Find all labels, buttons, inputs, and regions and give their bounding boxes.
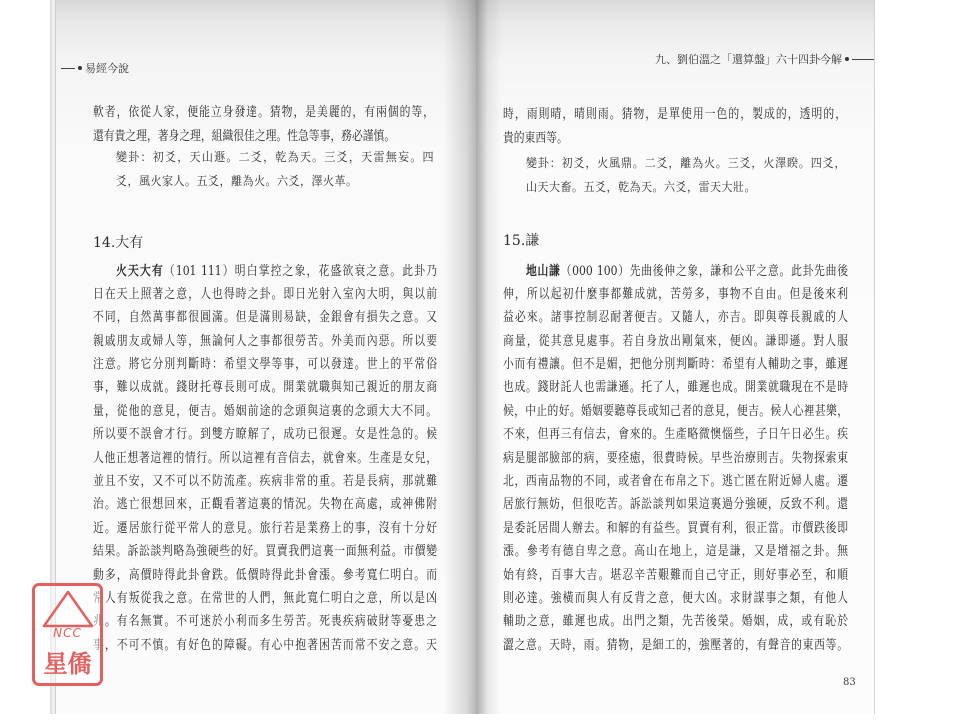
continuation-text [503, 103, 875, 151]
biangua-line: 爻，風火家人。五爻，離為火。六爻，澤火革。 [116, 174, 358, 188]
text-line: 事，難以成就。錢財托尊長則可成。開業就職與知己親近的朋友商 [93, 380, 437, 396]
section-heading: 14.大有 [93, 235, 144, 251]
watermark-name: 星僑 [43, 649, 92, 678]
section-first-line-wrap [116, 260, 477, 283]
text-line: 量，從他的意見，便吉。婚姻前途的念頭與這裏的念頭大大不同。 [93, 403, 437, 419]
watermark-logo [32, 583, 103, 686]
text-line: 始有終，百事大吉。堪忍辛苦艱難而自己守正，則好事必至，和順 [503, 567, 848, 583]
text-line: 益必來。諸事控制忍耐著便吉。又隨人，亦吉。即與尊長親戚的人 [503, 310, 848, 326]
continuation-text [93, 101, 477, 149]
text-line: 時，雨則晴，晴則雨。猜物，是單使用一色的，製成的，透明的， [503, 107, 846, 122]
section-heading: 15.謙 [503, 233, 540, 249]
text-line: 也成。錢財託人也需謙遜。托了人，雖遲也成。開業就職現在不是時 [503, 380, 848, 396]
text-line: 則必達。強橫而與人有反背之意，便大凶。求財謀事之類，有他人 [503, 590, 848, 606]
text-line: 所以要不誤會才行。到雙方瞭解了，成功已很遲。女是性急的。候 [93, 427, 437, 443]
text-line: 病是腿部臉部的病，要痊癒，很費時候。早些治療則吉。失物探索東 [503, 450, 848, 466]
text-line: 漲。參考有德自卑之意。高山在地上，這是謙，又是增福之卦。無 [503, 544, 848, 560]
text-line: 商量，從其意見處事。若自身放出剛氣來，便凶。謙即遜。對人服 [503, 333, 848, 349]
header-dot [845, 57, 849, 61]
text-line: 不來，但再三有信去，會來的。生產略微懊惱些，子日午日必生。疾 [503, 427, 848, 443]
biangua-line: 山天大畜。五爻，乾為天。六爻，雷天大壯。 [526, 180, 757, 194]
text-line: 動多，高價時得此卦會跌。低價時得此卦會漲。參考寬仁明白。而 [93, 567, 437, 583]
text-line: 近。遷居旅行從平常人的意見。旅行若是業務上的事，沒有十分好 [93, 520, 437, 536]
hexagram-name: 地山謙 [526, 263, 561, 279]
section-body [93, 283, 477, 657]
text-line: 是委託居間人辦去。和解的有益些。買賣有利，很正當。市價跌後即 [503, 520, 848, 536]
text-line [116, 260, 437, 283]
book-title: 易經今說 [85, 62, 129, 75]
header-rule [852, 59, 874, 60]
text-line: 日在天上照著之意，人也得時之卦。即日光射入室內大明，與以前 [93, 286, 437, 302]
text-line: 還有貴之理，著身之理，組織很佳之理。性急等事，務必謹慎。 [93, 129, 396, 144]
text-line: 北，西南品物的不同，或者會在布帛之下。逃亡匿在附近婦人處。遷 [503, 474, 848, 490]
header-rule [61, 68, 75, 69]
text-line: 事，不可不慎。有好色的障礙。有心中抱著困苦而常不安之意。天 [93, 637, 437, 653]
text-line: 並且不安，又不可以不防流產。疾病非常的重。若是長病，那就難 [93, 474, 437, 490]
biangua-block [116, 145, 462, 193]
first-line-text: （101 111）明白掌控之象，花盛欲衰之意。此卦乃 [163, 263, 437, 279]
text-line: 親戚朋友或婦人等，無論何人之事都很勞苦。外美而內惡。所以要 [93, 333, 437, 349]
text-line: 結果。訴訟談判略為強硬些的好。買賣我們這裏一面無利益。市價變 [93, 544, 437, 560]
biangua-block [526, 151, 874, 199]
text-line: 常人有叛從我之意。在常世的人們，無此寬仁明白之意，所以是凶 [93, 590, 437, 606]
text-line: 治。逃亡很想回來，正觀看著這裏的情況。失物在高處，或神佛附 [93, 497, 437, 513]
text-line: 小而有禮讓。但不是媚，把他分別判斷時：希望有人輔助之事，雖遲 [503, 357, 848, 373]
text-line: 澀之意。天時，雨。猜物，是細工的，強壓著的，有聲音的東西等。 [503, 637, 848, 653]
text-line: 輔助之意，雖遲也成。出門之類，先苦後榮。婚姻，成，或有恥於 [503, 614, 848, 630]
running-head-left [61, 60, 129, 76]
first-line-text: （000 100）先曲後伸之象，謙和公平之意。此卦先曲後 [560, 263, 848, 279]
header-dot [78, 66, 82, 70]
text-line: 不同，自然萬事都很圓滿。但是滿則易缺，金銀會有損失之意。又 [93, 310, 437, 326]
section-body [503, 283, 875, 657]
text-line: 貴的東西等。 [503, 131, 568, 146]
right-page [476, 0, 875, 714]
text-line: 人他正想著這裡的情行。所以這裡有音信去，就會來。生產是女兒， [93, 450, 437, 466]
watermark-latin: NCC [53, 626, 82, 640]
left-page [55, 0, 477, 714]
biangua-line: 變卦：初爻，天山遯。二爻，乾為天。三爻，天雷無妄。四 [116, 150, 434, 164]
text-line: 兆。有名無實。不可迷於小利而多生勞苦。死喪疾病破財等憂患之 [93, 614, 437, 630]
text-line: 伸，所以起初什麼事都難成就，苦勞多，事物不自由。但是後來利 [503, 286, 848, 302]
text-line: 居旅行無妨，但很吃苦。訴訟談判如果這裏過分強硬，反致不利。還 [503, 497, 848, 513]
text-line: 軟者，依從人家，便能立身發達。猜物，是美麗的，有兩個的等， [93, 105, 434, 120]
page-number: 83 [843, 677, 856, 688]
running-head-right [655, 51, 874, 67]
text-line: 注意。將它分別判斷時：希望文學等事，可以發達。世上的平常俗 [93, 357, 437, 373]
text-line: 候，中止的好。婚姻要聽尊長或知己者的意見，便吉。候人心裡甚樂， [503, 403, 848, 419]
biangua-line: 變卦：初爻，火風鼎。二爻，離為火。三爻，火澤睽。四爻， [526, 156, 846, 170]
chapter-title: 九、劉伯溫之「還算盤」六十四卦今解 [655, 53, 842, 66]
section-first-line-wrap [526, 260, 875, 283]
hexagram-name: 火天大有 [116, 263, 164, 279]
text-line [526, 260, 848, 283]
